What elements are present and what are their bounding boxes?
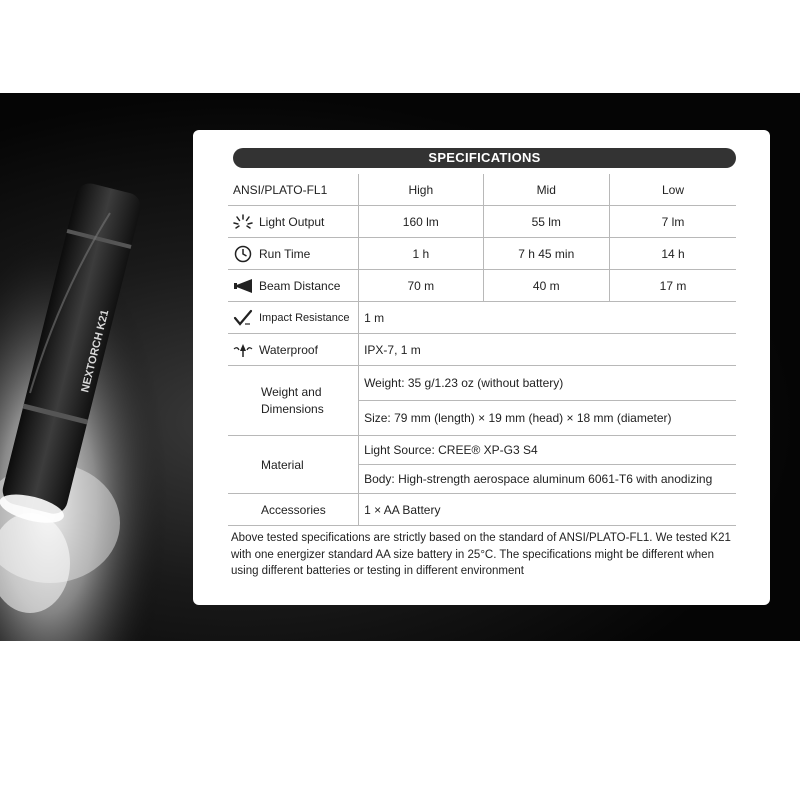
mode-low-header: Low: [609, 174, 736, 206]
light-output-high: 160 lm: [359, 206, 483, 238]
table-row-light-output: [228, 206, 736, 238]
beam-icon: [233, 277, 253, 295]
mode-mid-header: Mid: [483, 174, 609, 206]
table-row-light-source: [228, 436, 736, 465]
light-output-mid: 55 lm: [483, 206, 609, 238]
accessories-value: 1 × AA Battery: [359, 494, 736, 526]
waterproof-icon: [233, 341, 253, 359]
material-label: Material: [228, 436, 359, 494]
weight-label-line1: Weight and: [261, 384, 322, 399]
specifications-title: SPECIFICATIONS: [233, 148, 736, 168]
weight-value: Weight: 35 g/1.23 oz (without battery): [359, 366, 736, 401]
mode-high-header: High: [359, 174, 483, 206]
waterproof-value: IPX-7, 1 m: [359, 334, 736, 366]
impact-resistance-label: Impact Resistance: [259, 311, 350, 324]
impact-resistance-value: 1 m: [359, 302, 736, 334]
run-time-high: 1 h: [359, 238, 483, 270]
test-conditions-note: Above tested specifications are strictly based on the standard of ANSI/PLATO-FL1. We tested K21 with one energizer standard AA size battery in 25°C. The specifications might be different when using different batteries or testing in different environment: [231, 532, 731, 577]
weight-dimensions-label: [228, 366, 359, 436]
accessories-label: Accessories: [228, 494, 359, 526]
beam-distance-mid: 40 m: [483, 270, 609, 302]
table-row-accessories: [228, 494, 736, 526]
light-source-value: Light Source: CREE® XP-G3 S4: [359, 436, 736, 465]
size-value: Size: 79 mm (length) × 19 mm (head) × 18 mm (diameter): [359, 401, 736, 436]
specifications-card: [193, 130, 770, 605]
table-row-header: [228, 174, 736, 206]
run-time-mid: 7 h 45 min: [483, 238, 609, 270]
body-material-value: Body: High-strength aerospace aluminum 6061-T6 with anodizing: [359, 465, 736, 494]
beam-distance-high: 70 m: [359, 270, 483, 302]
standard-label: ANSI/PLATO-FL1: [228, 174, 359, 206]
specifications-table: [228, 174, 736, 526]
beam-distance-label: Beam Distance: [259, 278, 341, 293]
light-output-low: 7 lm: [609, 206, 736, 238]
table-row-waterproof: [228, 334, 736, 366]
light-burst-icon: [233, 213, 253, 231]
impact-icon: [233, 309, 253, 327]
flashlight-brand-text: NEXTORCH K21: [79, 308, 112, 394]
run-time-label: Run Time: [259, 246, 311, 261]
run-time-low: 14 h: [609, 238, 736, 270]
waterproof-label: Waterproof: [259, 342, 318, 357]
table-row-run-time: [228, 238, 736, 270]
beam-distance-low: 17 m: [609, 270, 736, 302]
light-output-label: Light Output: [259, 214, 325, 229]
weight-label-line2: Dimensions: [261, 401, 324, 416]
table-row-weight: [228, 366, 736, 401]
table-row-impact-resistance: [228, 302, 736, 334]
clock-icon: [233, 245, 253, 263]
table-row-beam-distance: [228, 270, 736, 302]
